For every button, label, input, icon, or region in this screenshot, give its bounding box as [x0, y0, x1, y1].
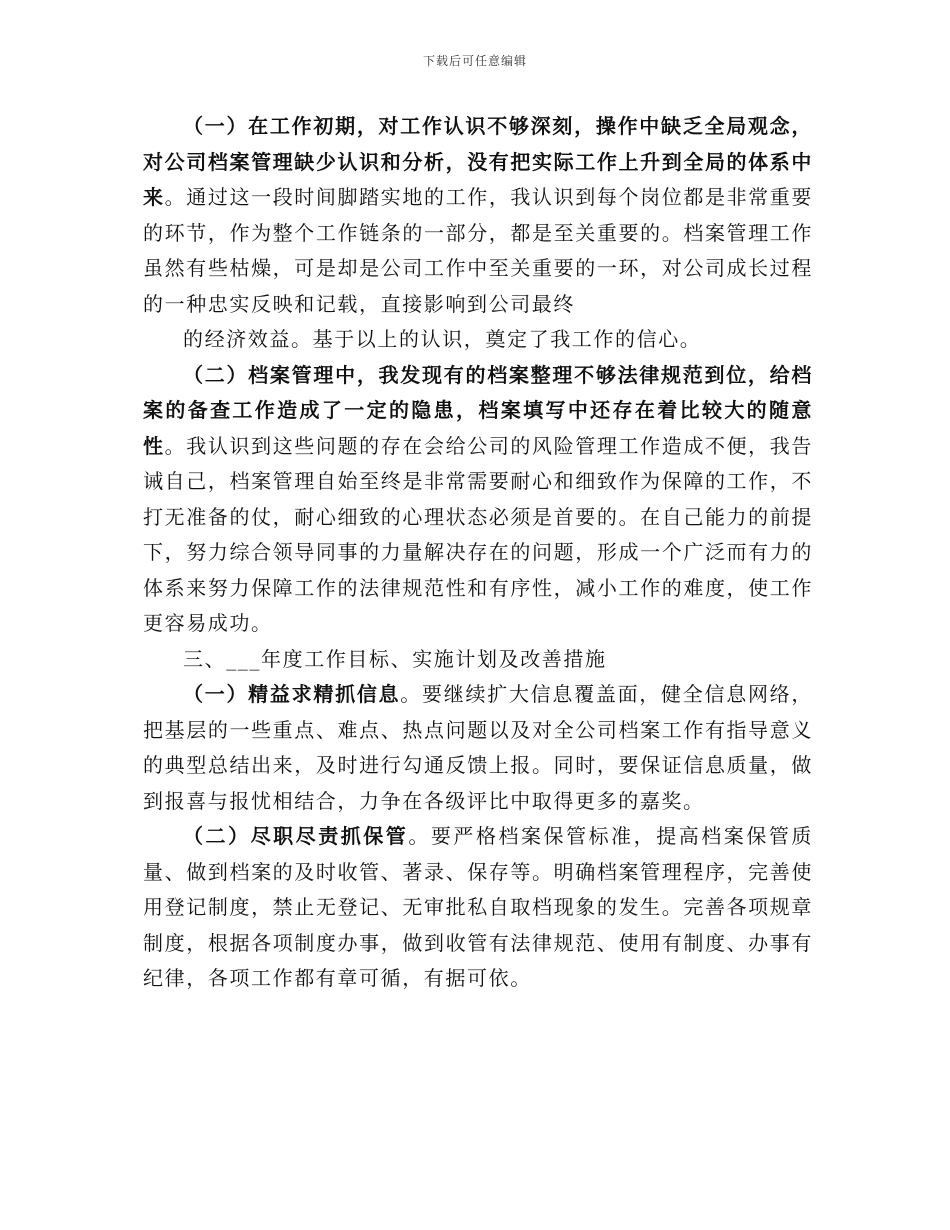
paragraph-3-body: 。我认识到这些问题的存在会给公司的风险管理工作造成不便，我告诫自己，档案管理自始至终是非常需要耐心和细致作为保障的工作，不打无准备的仗，耐心细致的心理状态必须是首要的。在自己能力的前提下，努力综合领导同事的力量解决存在的问题，形成一个广泛而有力的体系来努力保障工作的法律规范性和有序性，减小工作的难度，使工作更容易成功。: [143, 433, 814, 635]
document-body: [143, 109, 813, 997]
section-paragraph-1-lead: （一）精益求精抓信息: [183, 682, 401, 706]
section-paragraph-2: [143, 819, 813, 997]
section-paragraph-1-body: 。要继续扩大信息覆盖面，健全信息网络，把基层的一些重点、难点、热点问题以及对全公司档案工作有指导意义的典型总结出来，及时进行勾通反馈上报。同时，要保证信息质量，做到报喜与报忧相结合，力争在各级评比中取得更多的嘉奖。: [143, 682, 814, 813]
section-paragraph-2-body: 。要严格档案保管标准，提高档案保管质量、做到档案的及时收管、著录、保存等。明确档案管理程序，完善使用登记制度，禁止无登记、无审批私自取档现象的发生。完善各项规章制度，根据各项制度办事，做到收管有法律规范、使用有制度、办事有纪律，各项工作都有章可循，有据可依。: [143, 824, 814, 990]
paragraph-2: [143, 322, 813, 358]
section-heading: 三、___年度工作目标、实施计划及改善措施: [183, 646, 607, 671]
section-paragraph-2-lead: （二）尽职尽责抓保管: [183, 824, 409, 848]
page-header: 下载后可任意编辑: [422, 54, 527, 68]
paragraph-3: [143, 358, 813, 642]
section-paragraph-1: [143, 677, 813, 819]
paragraph-1: [143, 109, 813, 322]
paragraph-3-lead: （二）档案管理中，我发现有的档案整理不够法律规范到位，给档案的备查工作造成了一定的隐患，档案填写中还存在着比较大的随意性: [143, 362, 813, 458]
paragraph-1-body: 。通过这一段时间脚踏实地的工作，我认识到每个岗位都是非常重要的环节，作为整个工作链条的一部分，都是至关重要的。档案管理工作虽然有些枯燥，可是却是公司工作中至关重要的一环，对公司成长过程的一种忠实反映和记载，直接影响到公司最终: [143, 185, 814, 316]
paragraph-1-lead: （一）在工作初期，对工作认识不够深刻，操作中缺乏全局观念，对公司档案管理缺少认识和分析，没有把实际工作上升到全局的体系中来: [143, 114, 813, 209]
paragraph-2-body: 的经济效益。基于以上的认识，奠定了我工作的信心。: [183, 327, 702, 351]
